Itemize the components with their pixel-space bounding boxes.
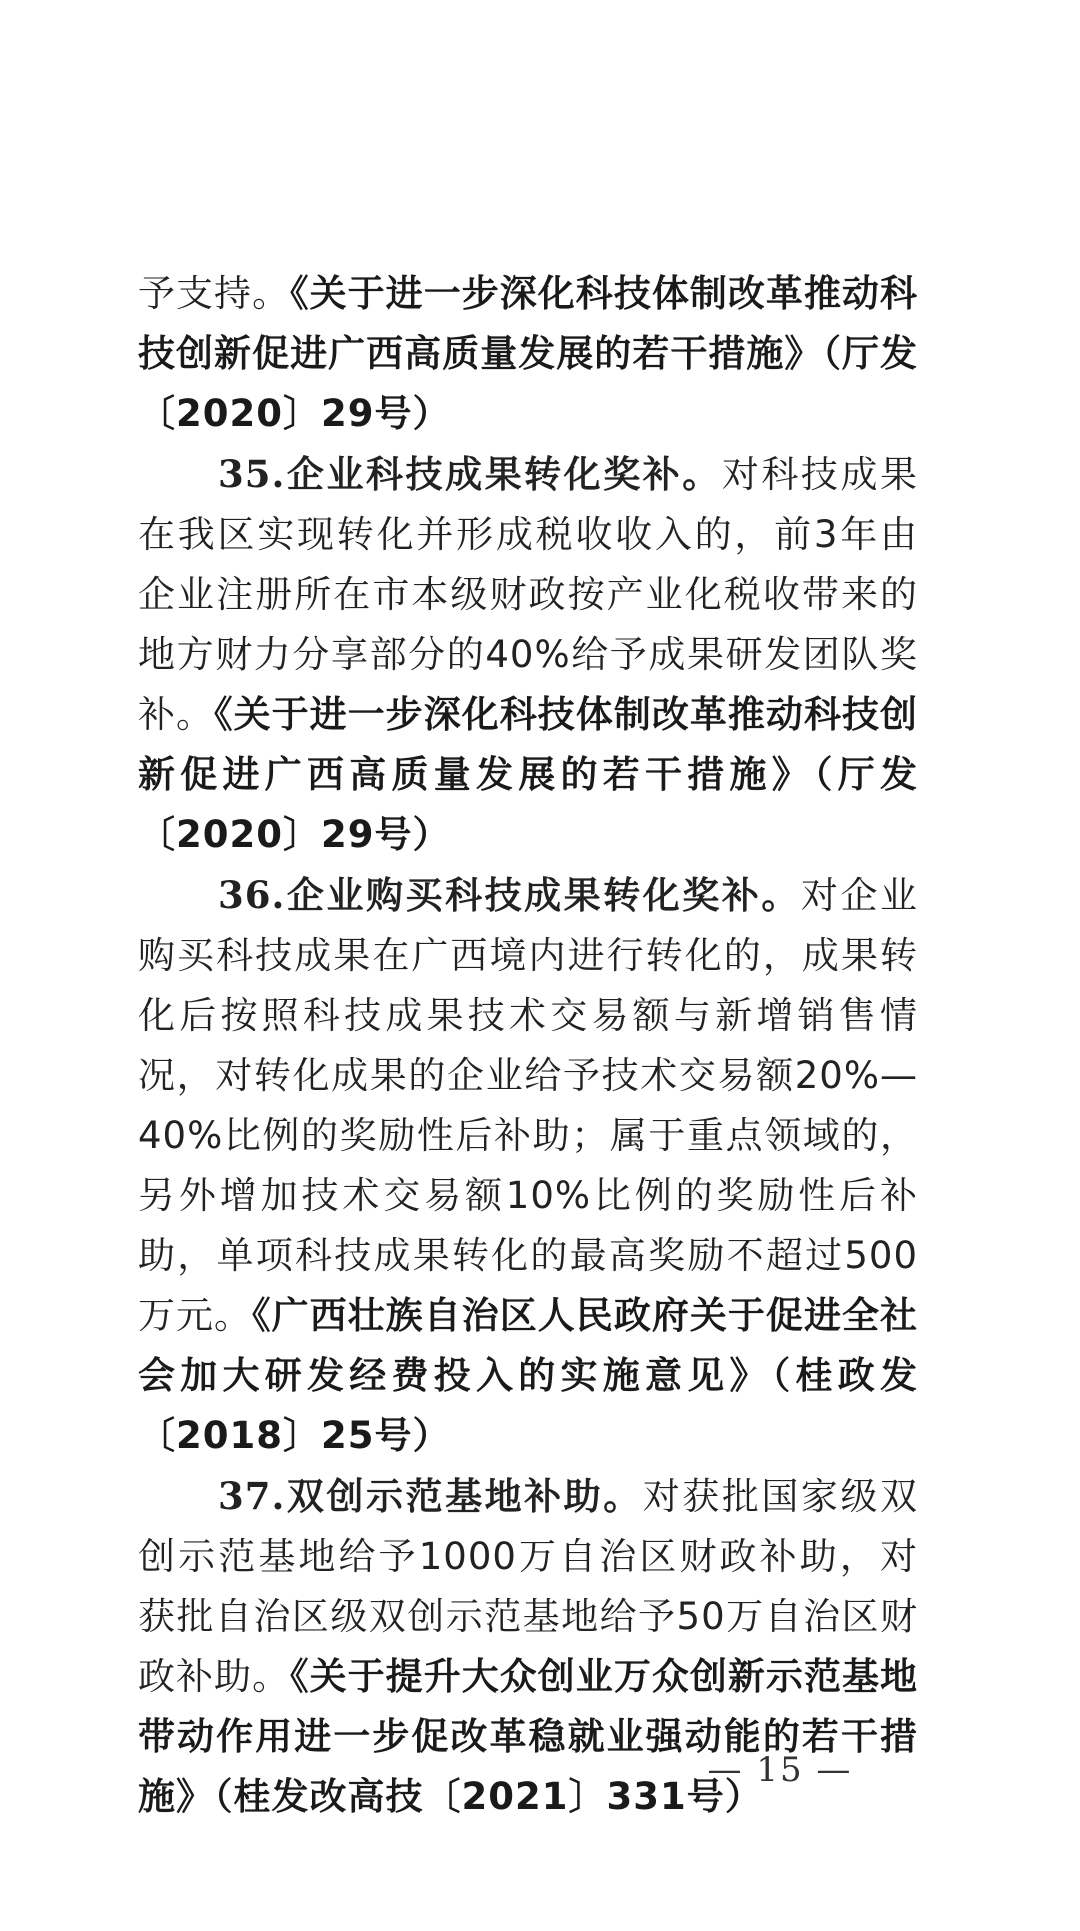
body-run: 予支持。 [138, 272, 291, 315]
paragraph-continuation [138, 264, 918, 444]
item-heading: 35.企业科技成果转化奖补。 [218, 452, 722, 496]
policy-citation: 《关于进一步深化科技体制改革推动科技创新促进广西高质量发展的若干措施》（厅发〔2020〕29号） [138, 272, 919, 435]
item-heading: 36.企业购买科技成果转化奖补。 [218, 873, 801, 917]
body-run: 对获批国家级双创示范基地给予1000万自治区财政补助，对获批自治区级双创示范基地给予50万自治区财政补助。 [138, 1475, 918, 1698]
policy-citation: 《关于提升大众创业万众创新示范基地带动作用进一步促改革稳就业强动能的若干措施》（桂发改高技〔2021〕331号） [138, 1655, 919, 1818]
policy-citation: 《关于进一步深化科技体制改革推动科技创新促进广西高质量发展的若干措施》（厅发〔2020〕29号） [138, 693, 919, 856]
policy-citation: 《广西壮族自治区人民政府关于促进全社会加大研发经费投入的实施意见》（桂政发〔2018〕25号） [138, 1294, 919, 1457]
item-heading: 37.双创示范基地补助。 [218, 1474, 643, 1518]
paragraph-item-36 [138, 865, 918, 1466]
paragraph-item-35 [138, 444, 918, 865]
page-number: — 15 — [707, 1750, 853, 1790]
body-text [138, 264, 918, 1827]
body-run: 对科技成果在我区实现转化并形成税收收入的，前3年由企业注册所在市本级财政按产业化税收带来的地方财力分享部分的40%给予成果研发团队奖补。 [138, 453, 918, 736]
body-run: 对企业购买科技成果在广西境内进行转化的，成果转化后按照科技成果技术交易额与新增销售情况，对转化成果的企业给予技术交易额20%—40%比例的奖励性后补助；属于重点领域的，另外增加技术交易额10%比例的奖励性后补助，单项科技成果转化的最高奖励不超过500万元。 [138, 874, 918, 1337]
